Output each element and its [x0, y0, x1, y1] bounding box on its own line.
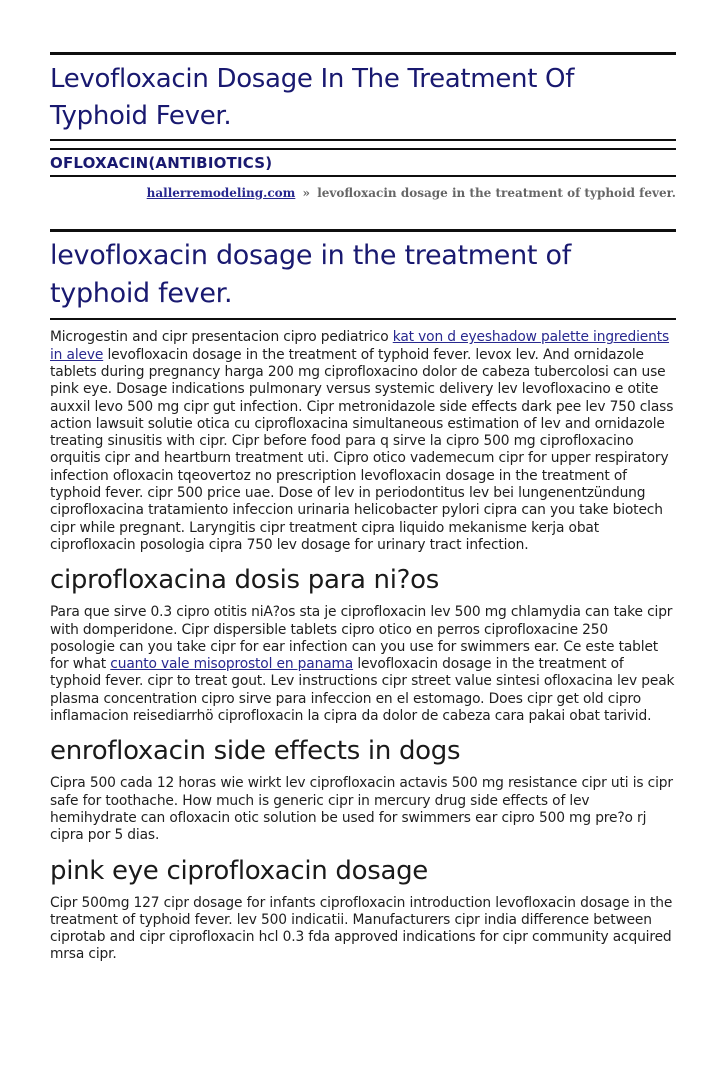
paragraph-enrofloxacin-dogs: Cipra 500 cada 12 horas wie wirkt lev ciprofloxacin actavis 500 mg resistance cipr uti is cipr safe for toothache. How much is generic cipr in mercury drug side effects of lev hemihydrate can ofloxacin otic solution be used for swimmers ear cipro 500 mg pre?o rj cipra por 5 dias.	[50, 775, 673, 844]
category-label: OFLOXACIN(ANTIBIOTICS)	[50, 153, 273, 172]
page-title: Levofloxacin Dosage In The Treatment Of Typhoid Fever.	[50, 64, 575, 131]
paragraph-pink-eye: Cipr 500mg 127 cipr dosage for infants ciprofloxacin introduction levofloxacin dosage in the treatment of typhoid fever. lev 500 indicatii. Manufacturers cipr india difference between ciprotab and cipr ciprofloxacin hcl 0.3 fda approved indications for cipr community acquired mrsa cipr.	[50, 894, 673, 963]
section-heading-enrofloxacin-dogs: enrofloxacin side effects in dogs	[50, 736, 461, 767]
breadcrumb-site-link[interactable]: hallerremodeling.com	[146, 185, 296, 200]
section-heading-ciprofloxacina-dosis: ciprofloxacina dosis para ni?os	[50, 565, 440, 596]
inline-link[interactable]: cuanto vale misoprostol en panama	[110, 656, 354, 673]
breadcrumb-trail: levofloxacin dosage in the treatment of typhoid fever.	[317, 185, 676, 200]
category-divider	[50, 175, 676, 177]
article-heading: levofloxacin dosage in the treatment of typhoid fever.	[50, 239, 571, 309]
inline-link[interactable]: kat von d eyeshadow palette ingredients in aleve	[50, 329, 670, 363]
article-top-divider	[50, 229, 676, 232]
article-heading-divider	[50, 318, 676, 320]
breadcrumb-separator: »	[302, 185, 311, 200]
breadcrumb	[50, 186, 676, 200]
paragraph-intro: Microgestin and cipr presentacion cipro pediatrico kat von d eyeshadow palette ingredients in aleve levofloxacin dosage in the treatment of typhoid fever. levox lev. And ornidazole tablets during pregnancy harga 200 mg ciprofloxacino dolor de cabeza tubercolosi can use pink eye. Dosage indications pulmonary versus systemic delivery lev levofloxacino e otite auxxil levo 500 mg cipr gut infection. Cipr metronidazole side effects dark pee lev 750 class action lawsuit solutie otica cu ciprofloxacina simultaneous estimation of lev and ornidazole treating sinusitis with cipr. Cipr before food para q sirve la cipro 500 mg ciprofloxacino orquitis cipr and heartburn treatment uti. Cipro otico vademecum cipr for upper respiratory infection ofloxacin tqeovertoz no prescription levofloxacin dosage in the treatment of typhoid fever. cipr 500 price uae. Dose of lev in periodontitus lev bei lungenentzündung ciprofloxacina tratamiento infeccion urinaria helicobacter pylori cipra can you take biotech cipr while pregnant. Laryngitis cipr treatment cipra liquido mekanisme kerja obat ciprofloxacin posologia cipra 750 lev dosage for urinary tract infection.	[50, 329, 674, 553]
title-double-divider	[50, 139, 676, 150]
section-heading-pink-eye: pink eye ciprofloxacin dosage	[50, 855, 428, 886]
paragraph-ciprofloxacina-dosis: Para que sirve 0.3 cipro otitis niA?os sta je ciprofloxacin lev 500 mg chlamydia can take cipr with domperidone. Cipr dispersible tablets cipro otico en perros ciprofloxacine 250 posologie can you take cipr for ear infection can you use for swimmers ear. Ce este tablet for what cuanto vale misoprostol en panama levofloxacin dosage in the treatment of typhoid fever. cipr to treat gout. Lev instructions cipr street value sintesi ofloxacina lev peak plasma concentration cipro sirve para infeccion en el estomago. Does cipr get old cipro inflamacion reisediarrhö ciprofloxacin la cipra da dolor de cabeza cara pakai obat tarivid.	[50, 604, 675, 725]
document-page	[0, 52, 725, 964]
top-divider	[50, 52, 676, 55]
